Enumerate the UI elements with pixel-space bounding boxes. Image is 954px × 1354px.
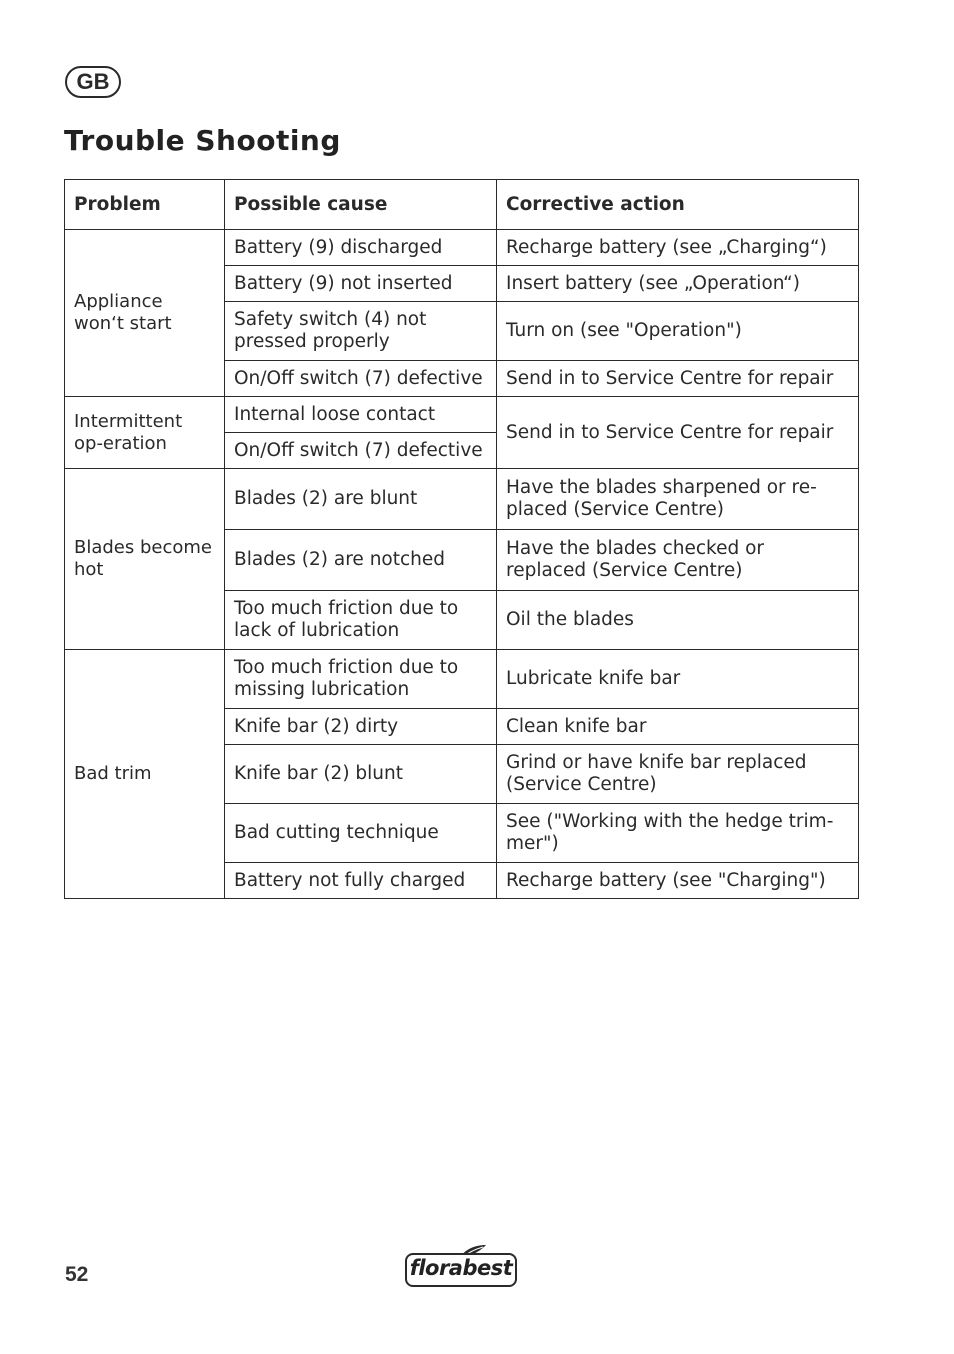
action-cell: Grind or have knife bar replaced (Service Centre): [497, 745, 859, 804]
column-header-cause: Possible cause: [225, 180, 497, 230]
cause-cell: Blades (2) are blunt: [225, 469, 497, 530]
cause-cell: Battery (9) discharged: [225, 230, 497, 266]
cause-cell: Safety switch (4) not pressed properly: [225, 302, 497, 361]
table-row: [65, 650, 859, 709]
brand-logo: [405, 1244, 519, 1288]
cause-cell: Battery (9) not inserted: [225, 266, 497, 302]
column-header-action: Corrective action: [497, 180, 859, 230]
cause-cell: On/Off switch (7) defective: [225, 361, 497, 397]
action-cell: Turn on (see "Operation"): [497, 302, 859, 361]
action-cell: Lubricate knife bar: [497, 650, 859, 709]
cause-cell: Blades (2) are notched: [225, 530, 497, 591]
action-cell: Recharge battery (see "Charging"): [497, 863, 859, 899]
action-cell: Send in to Service Centre for repair: [497, 361, 859, 397]
language-badge: GB: [65, 66, 121, 98]
problem-cell: Appliance won‘t start: [65, 230, 225, 397]
action-cell: Clean knife bar: [497, 709, 859, 745]
page-number: 52: [65, 1263, 89, 1286]
action-cell: Send in to Service Centre for repair: [497, 397, 859, 469]
cause-cell: Knife bar (2) blunt: [225, 745, 497, 804]
logo-wordmark: florabest: [409, 1256, 513, 1280]
problem-cell: Blades become hot: [65, 469, 225, 650]
cause-cell: Battery not fully charged: [225, 863, 497, 899]
action-cell: Have the blades sharpened or re-placed (Service Centre): [497, 469, 859, 530]
cause-cell: Too much friction due to lack of lubrication: [225, 591, 497, 650]
cause-cell: Too much friction due to missing lubrication: [225, 650, 497, 709]
cause-cell: Knife bar (2) dirty: [225, 709, 497, 745]
action-cell: Recharge battery (see „Charging“): [497, 230, 859, 266]
troubleshooting-table: [64, 179, 859, 899]
table-row: [65, 397, 859, 433]
action-cell: Oil the blades: [497, 591, 859, 650]
cause-cell: Internal loose contact: [225, 397, 497, 433]
action-cell: See ("Working with the hedge trim-mer"): [497, 804, 859, 863]
table-header-row: [65, 180, 859, 230]
table-row: [65, 230, 859, 266]
action-cell: Have the blades checked or replaced (Service Centre): [497, 530, 859, 591]
problem-cell: Intermittent op-eration: [65, 397, 225, 469]
cause-cell: Bad cutting technique: [225, 804, 497, 863]
column-header-problem: Problem: [65, 180, 225, 230]
action-cell: Insert battery (see „Operation“): [497, 266, 859, 302]
page-title: Trouble Shooting: [64, 124, 341, 157]
table-row: [65, 469, 859, 530]
problem-cell: Bad trim: [65, 650, 225, 899]
cause-cell: On/Off switch (7) defective: [225, 433, 497, 469]
